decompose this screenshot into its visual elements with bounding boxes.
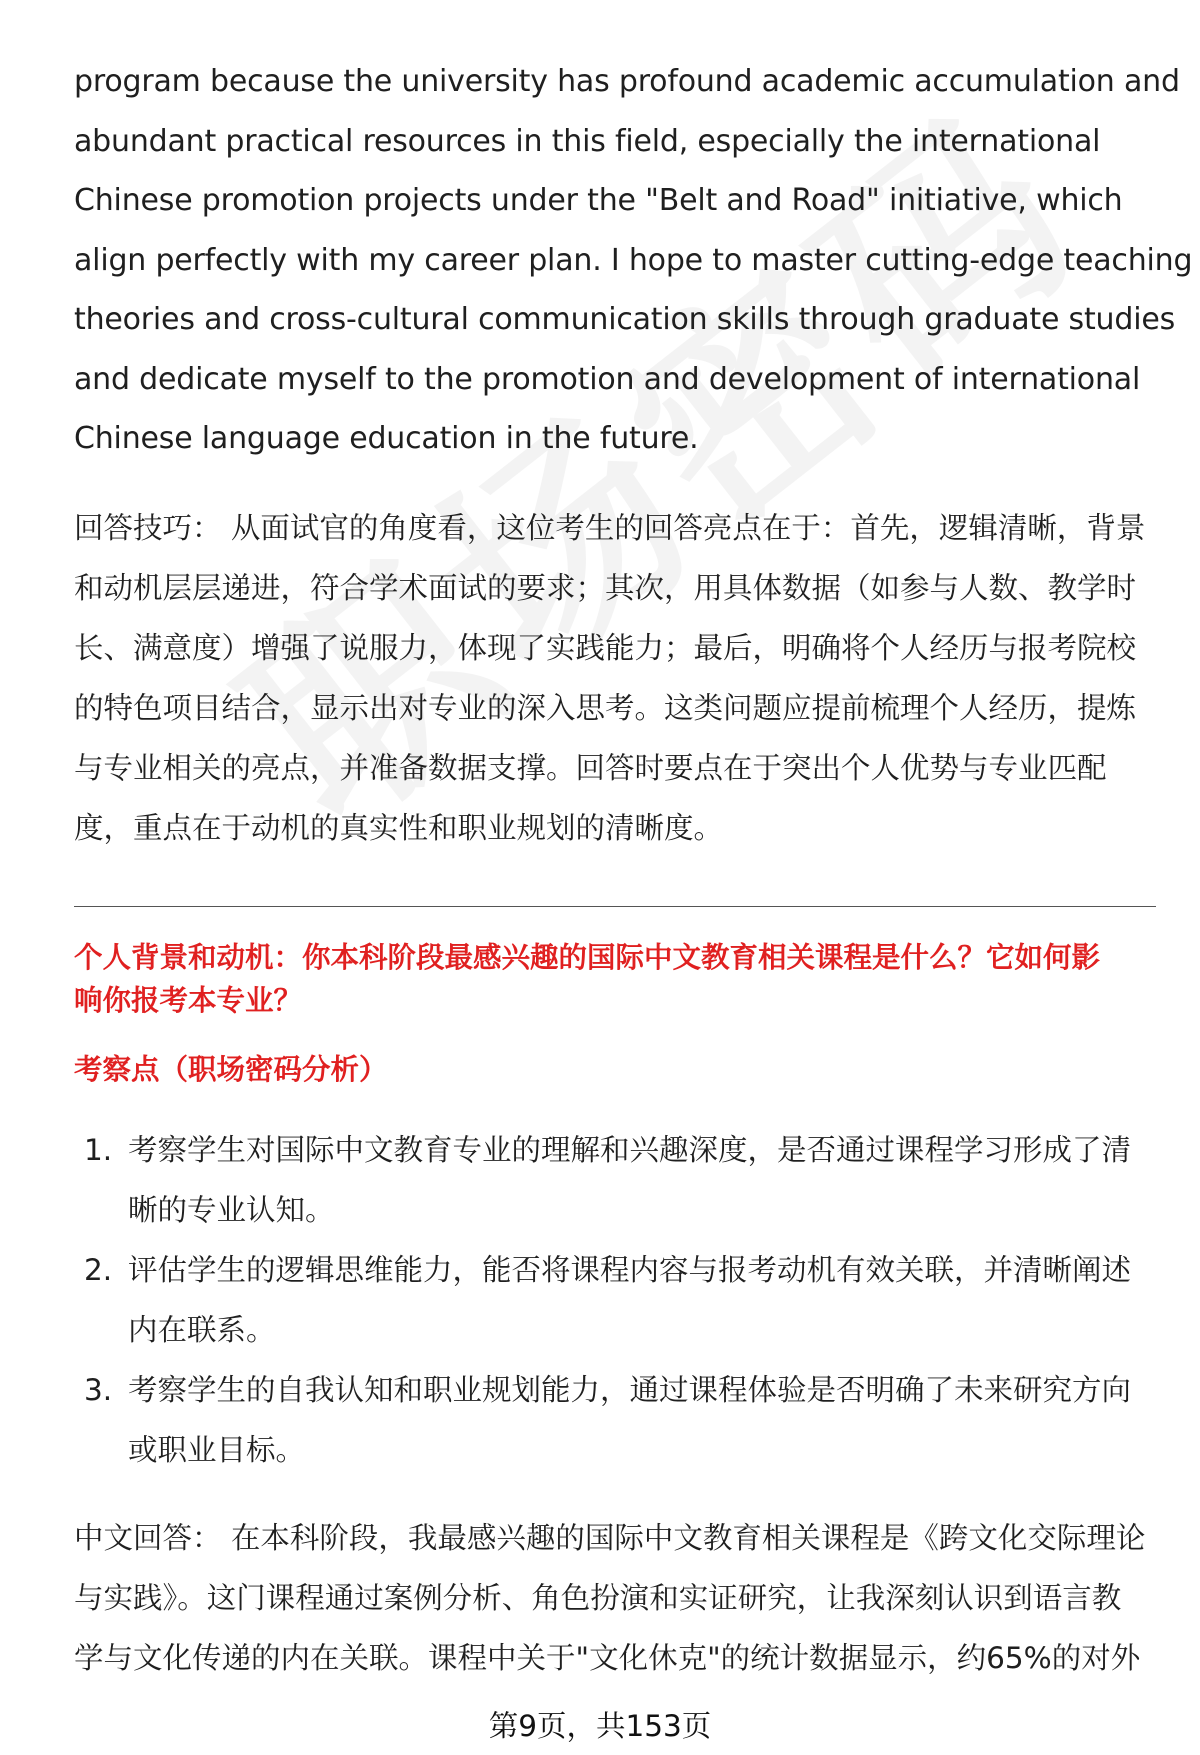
section-divider <box>74 906 1156 907</box>
list-item-line: 考察学生的自我认知和职业规划能力，通过课程体验是否明确了未来研究方向 <box>128 1373 1132 1407</box>
paragraph-line: Chinese promotion projects under the "Belt and Road" initiative, which <box>74 183 1123 218</box>
paragraph-line: align perfectly with my career plan. I hope to master cutting-edge teaching <box>74 242 1193 278</box>
paragraph-line: 回答技巧： 从面试官的角度看，这位考生的回答亮点在于：首先，逻辑清晰，背景 <box>74 511 1146 545</box>
list-item <box>74 1360 1164 1480</box>
paragraph-line: 和动机层层递进，符合学术面试的要求；其次，用具体数据（如参与人数、教学时 <box>74 571 1137 605</box>
list-item-line: 考察学生对国际中文教育专业的理解和兴趣深度，是否通过课程学习形成了清 <box>128 1133 1132 1167</box>
paragraph-line: theories and cross-cultural communication skills through graduate studies <box>74 302 1176 337</box>
paragraph-line: and dedicate myself to the promotion and development of international <box>74 361 1141 397</box>
list-number: 2. <box>84 1253 113 1287</box>
question-line: 个人背景和动机：你本科阶段最感兴趣的国际中文教育相关课程是什么？它如何影 <box>74 941 1101 974</box>
paragraph-line: 长、满意度）增强了说服力，体现了实践能力；最后，明确将个人经历与报考院校 <box>74 631 1137 665</box>
paragraph-line: 与专业相关的亮点，并准备数据支撑。回答时要点在于突出个人优势与专业匹配 <box>74 751 1107 785</box>
analysis-heading: 考察点（职场密码分析） <box>74 1053 388 1086</box>
list-item-line: 评估学生的逻辑思维能力，能否将课程内容与报考动机有效关联，并清晰阐述 <box>128 1253 1132 1287</box>
paragraph-line: abundant practical resources in this field, especially the international <box>74 123 1101 159</box>
english-answer-paragraph <box>74 52 1193 469</box>
paragraph-line: program because the university has profound academic accumulation and <box>74 64 1180 99</box>
paragraph-line: 学与文化传递的内在关联。课程中关于"文化休克"的统计数据显示，约65%的对外 <box>74 1641 1141 1675</box>
paragraph-line: Chinese language education in the future. <box>74 421 699 456</box>
list-item-line: 晰的专业认知。 <box>128 1193 335 1227</box>
page-number: 第9页，共153页 <box>488 1709 712 1743</box>
list-item <box>74 1120 1164 1240</box>
paragraph-line: 的特色项目结合，显示出对专业的深入思考。这类问题应提前梳理个人经历，提炼 <box>74 691 1137 725</box>
paragraph-line: 度，重点在于动机的真实性和职业规划的清晰度。 <box>74 811 724 845</box>
paragraph-line: 与实践》。这门课程通过案例分析、角色扮演和实证研究，让我深刻认识到语言教 <box>74 1581 1122 1615</box>
analysis-list <box>74 1120 1164 1480</box>
question-line: 响你报考本专业？ <box>74 984 303 1017</box>
chinese-answer-paragraph <box>74 1508 1164 1688</box>
list-item-line: 或职业目标。 <box>128 1433 306 1467</box>
list-item-line: 内在联系。 <box>128 1313 276 1347</box>
list-number: 3. <box>84 1373 113 1407</box>
answer-tips-paragraph <box>74 498 1164 858</box>
question-heading <box>74 936 1164 1022</box>
list-number: 1. <box>84 1133 113 1167</box>
paragraph-line: 中文回答： 在本科阶段，我最感兴趣的国际中文教育相关课程是《跨文化交际理论 <box>74 1521 1146 1555</box>
list-item <box>74 1240 1164 1360</box>
